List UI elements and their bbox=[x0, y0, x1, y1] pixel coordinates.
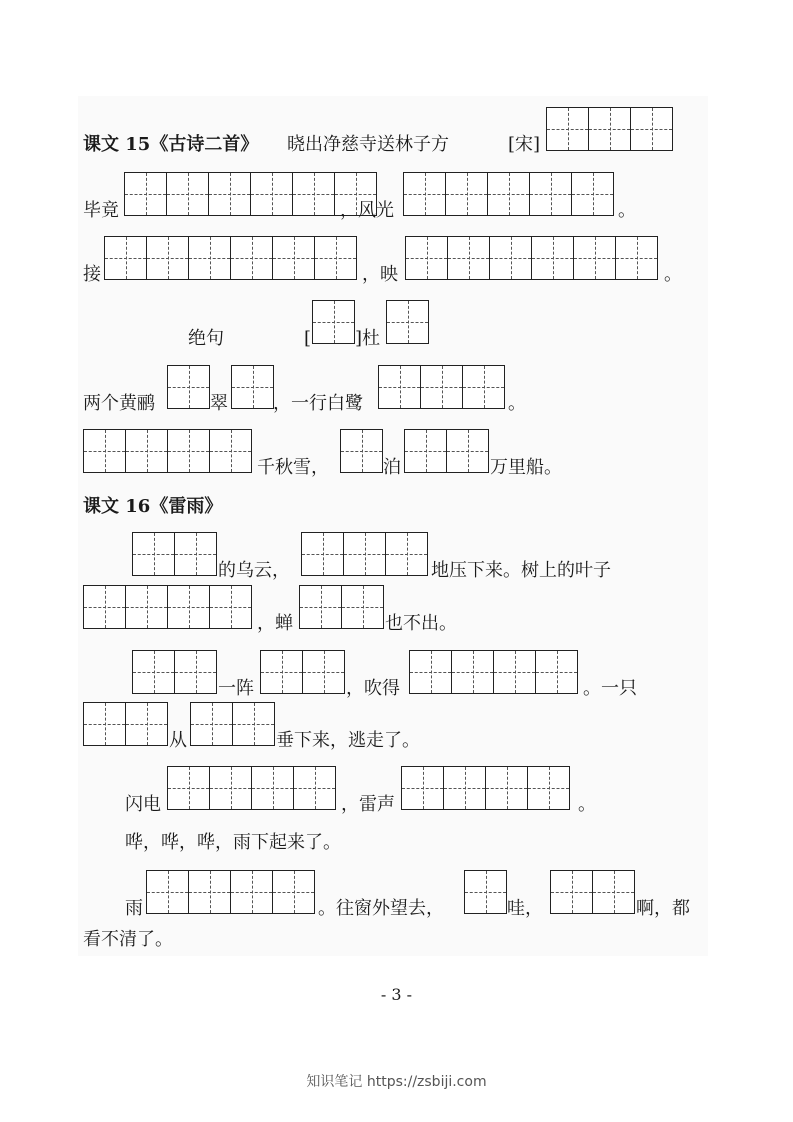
answer-box[interactable] bbox=[83, 702, 168, 746]
page-number: - 3 - bbox=[380, 985, 413, 1004]
answer-box[interactable] bbox=[190, 702, 275, 746]
worksheet-body bbox=[78, 96, 708, 956]
answer-box[interactable] bbox=[83, 585, 252, 629]
text-segment: ，蝉 bbox=[257, 613, 293, 634]
answer-box[interactable] bbox=[167, 766, 336, 810]
text-segment: 泊 bbox=[383, 457, 401, 478]
text-segment: 毕竟 bbox=[83, 200, 119, 221]
text-segment: 也不出。 bbox=[385, 613, 457, 634]
answer-box-author[interactable] bbox=[386, 300, 429, 344]
answer-box[interactable] bbox=[403, 172, 614, 216]
text-segment: 千秋雪， bbox=[257, 457, 329, 478]
text-segment: 的乌云， bbox=[218, 560, 290, 581]
answer-box-author[interactable] bbox=[546, 107, 673, 151]
answer-box[interactable] bbox=[404, 429, 489, 473]
answer-box[interactable] bbox=[550, 870, 635, 914]
answer-box[interactable] bbox=[299, 585, 384, 629]
text-segment: 。 bbox=[508, 393, 526, 414]
text-segment: 地压下来。树上的叶子 bbox=[431, 560, 611, 581]
answer-box[interactable] bbox=[340, 429, 383, 473]
answer-box[interactable] bbox=[146, 870, 315, 914]
text-segment: 。 bbox=[618, 200, 636, 221]
text-segment: 。 bbox=[578, 794, 596, 815]
text-segment: ，雷声 bbox=[341, 794, 395, 815]
poem1-title: 晓出净慈寺送林子方 bbox=[287, 134, 449, 155]
text-segment: ，一行白鹭 bbox=[273, 393, 363, 414]
text-segment: 一阵 bbox=[218, 678, 254, 699]
text-segment: 。往窗外望去， bbox=[318, 898, 444, 919]
text-segment: ，映 bbox=[362, 264, 398, 285]
text-segment: 雨 bbox=[125, 898, 143, 919]
text-segment: 接 bbox=[83, 264, 101, 285]
text-segment: [ bbox=[304, 328, 312, 349]
text-segment: 哗，哗，哗，雨下起来了。 bbox=[125, 832, 341, 853]
text-segment: 。一只 bbox=[583, 678, 637, 699]
answer-box[interactable] bbox=[260, 650, 345, 694]
text-segment: 从 bbox=[169, 730, 187, 751]
text-segment: ，风光 bbox=[340, 200, 394, 221]
footer-watermark: 知识笔记 https://zsbiji.com bbox=[306, 1074, 487, 1090]
text-segment: 万里船。 bbox=[490, 457, 562, 478]
answer-box[interactable] bbox=[132, 532, 217, 576]
answer-box[interactable] bbox=[167, 365, 210, 409]
text-segment: 翠 bbox=[210, 393, 228, 414]
answer-box[interactable] bbox=[409, 650, 578, 694]
text-segment: ]杜 bbox=[355, 328, 381, 349]
lesson15-heading: 课文 15《古诗二首》 bbox=[83, 134, 259, 155]
answer-box[interactable] bbox=[231, 365, 274, 409]
answer-box[interactable] bbox=[132, 650, 217, 694]
text-segment: 啊，都 bbox=[636, 898, 690, 919]
text-segment: 两个黄鹂 bbox=[83, 393, 155, 414]
answer-box-dynasty[interactable] bbox=[312, 300, 355, 344]
poem2-title: 绝句 bbox=[188, 328, 224, 349]
text-segment: 垂下来，逃走了。 bbox=[276, 730, 420, 751]
text-segment: 。 bbox=[664, 264, 682, 285]
answer-box[interactable] bbox=[464, 870, 507, 914]
answer-box[interactable] bbox=[401, 766, 570, 810]
answer-box[interactable] bbox=[104, 236, 357, 280]
text-segment: 哇， bbox=[507, 898, 543, 919]
answer-box[interactable] bbox=[378, 365, 505, 409]
lesson16-heading: 课文 16《雷雨》 bbox=[83, 496, 223, 517]
answer-box[interactable] bbox=[83, 429, 252, 473]
text-segment: ，吹得 bbox=[346, 678, 400, 699]
text-segment: 看不清了。 bbox=[83, 929, 173, 950]
poem1-dynasty: [宋] bbox=[508, 134, 541, 155]
answer-box[interactable] bbox=[405, 236, 658, 280]
answer-box[interactable] bbox=[301, 532, 428, 576]
text-segment: 闪电 bbox=[125, 794, 161, 815]
